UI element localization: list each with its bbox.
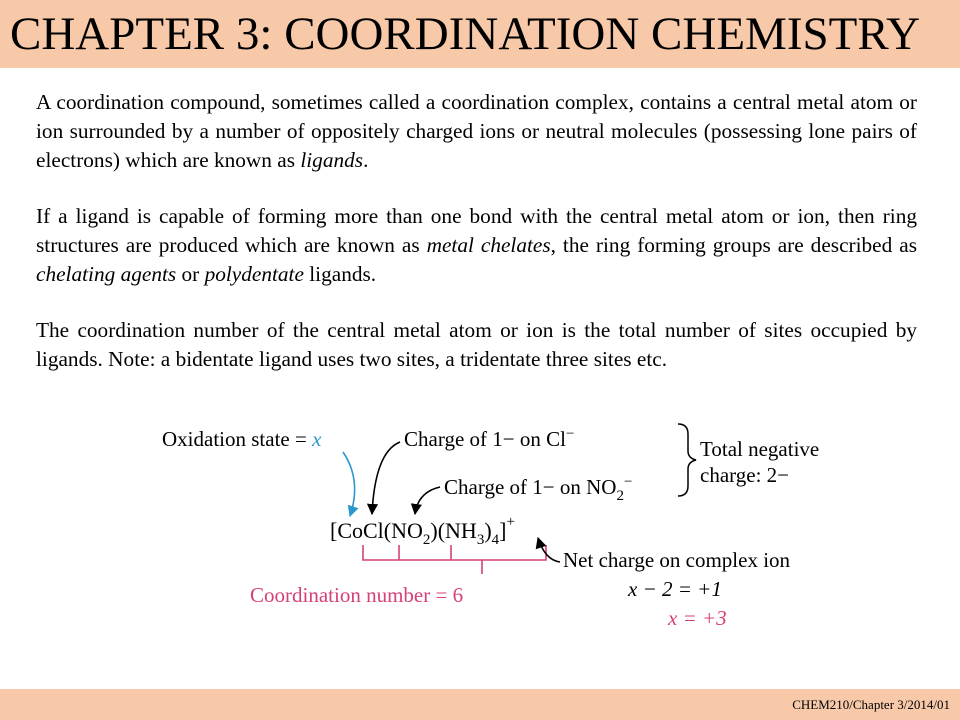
title-bar (0, 0, 960, 68)
paragraph-text: ligands. (303, 262, 377, 286)
total-charge-line1: Total negative (700, 437, 820, 461)
charge-no2-superscript: − (623, 474, 633, 490)
formula-part: ] (499, 518, 507, 543)
net-charge-arrow (538, 538, 560, 562)
paragraph-text: . (363, 148, 369, 172)
paragraph-text: A coordination compound, sometimes called a coordination complex, contains a central metal atom or ion surrounded by a number of oppositely charged ions or neutral molecules (possessing lone pairs of electrons) which are known as (36, 90, 917, 172)
oxidation-arrow (343, 452, 355, 516)
oxidation-state-text: Oxidation state = (162, 427, 313, 451)
charge-no2-subscript: 2 (616, 488, 624, 504)
coordination-number-label: Coordination number = 6 (250, 583, 464, 607)
term-metal-chelates: metal chelates (426, 233, 551, 257)
charge-no2-text: Charge of 1− on NO (444, 475, 617, 499)
total-charge-brace (678, 424, 696, 496)
term-ligands: ligands (300, 148, 364, 172)
oxidation-state-label (162, 427, 322, 451)
charge-cl-text: Charge of 1− on Cl (404, 427, 566, 451)
coordination-bracket (363, 545, 546, 560)
term-chelating-agents: chelating agents (36, 262, 177, 286)
formula-superscript: + (506, 514, 515, 530)
formula-subscript: 2 (422, 532, 431, 548)
net-charge-label: Net charge on complex ion (563, 548, 791, 572)
paragraph-chelates (36, 202, 917, 289)
formula-part: [CoCl(NO (330, 518, 423, 543)
paragraph-text: If a ligand is capable of forming more than one bond with the central metal atom or ion, then ring structures are produced which are known as (36, 204, 917, 257)
complex-formula (330, 514, 515, 548)
paragraph-text: or (176, 262, 205, 286)
charge-cl-label (404, 426, 574, 451)
paragraph-definition (36, 88, 917, 175)
paragraph-text: , the ring forming groups are described as (550, 233, 917, 257)
charge-cl-superscript: − (565, 426, 575, 442)
term-polydentate: polydentate (204, 262, 304, 286)
page-title: CHAPTER 3: COORDINATION CHEMISTRY (10, 8, 921, 60)
charge-no2-arrow (415, 487, 440, 514)
formula-part: ) (484, 518, 492, 543)
footer-bar (0, 689, 960, 720)
total-charge-line2: charge: 2− (700, 463, 790, 487)
oxidation-var: x (312, 427, 322, 451)
formula-subscript: 3 (476, 532, 485, 548)
footer-label: CHEM210/Chapter 3/2014/01 (792, 697, 950, 712)
charge-no2-label (444, 474, 632, 504)
formula-part: )(NH (430, 518, 477, 543)
equation-line1: x − 2 = +1 (628, 577, 722, 601)
paragraph-coordination-number: The coordination number of the central metal atom or ion is the total number of sites occupied by ligands. Note: a bidentate ligand uses two sites, a tridentate three sites etc. (36, 318, 917, 371)
equation-line2: x = +3 (668, 606, 727, 630)
charge-cl-arrow (372, 442, 400, 514)
formula-subscript: 4 (491, 532, 500, 548)
